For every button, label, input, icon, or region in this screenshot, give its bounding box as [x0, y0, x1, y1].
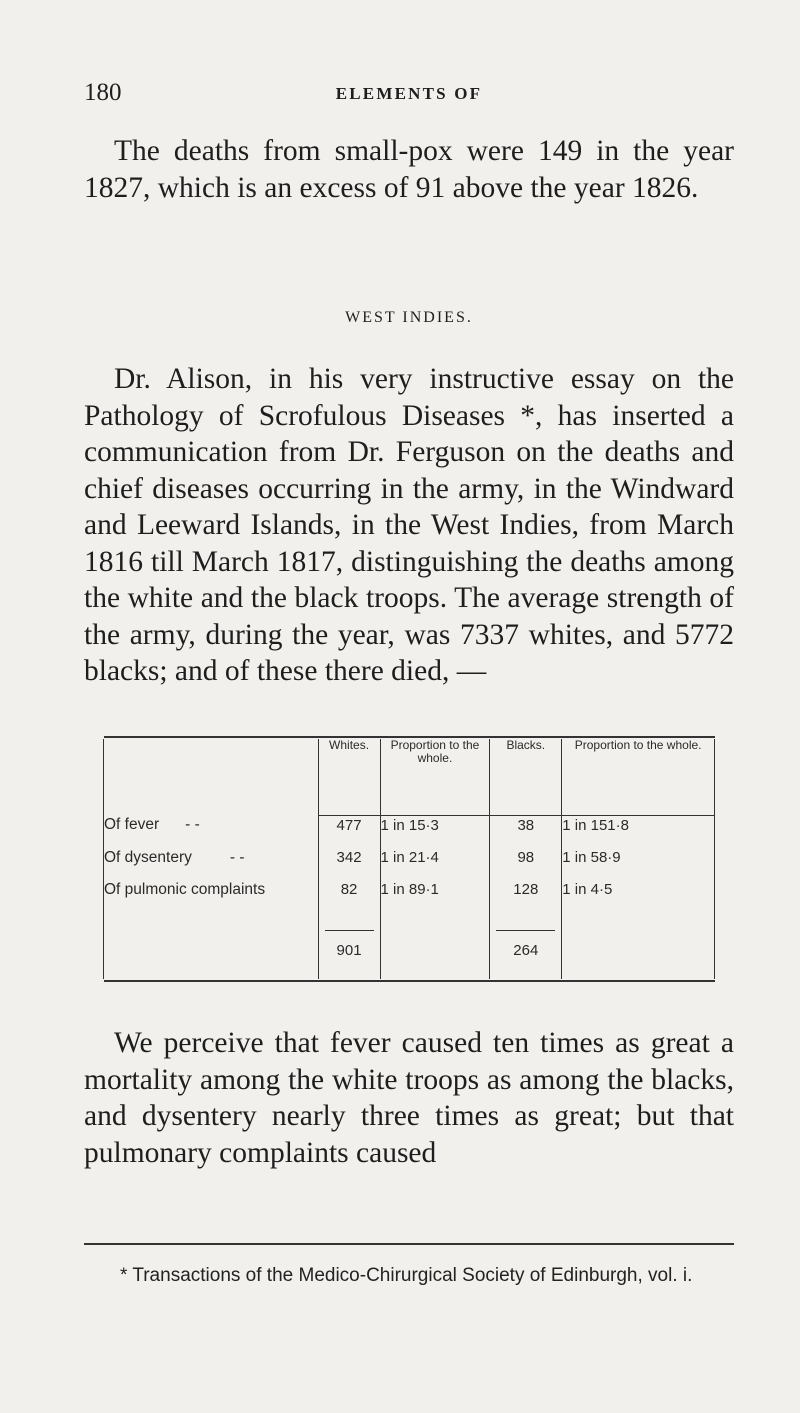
- cell-blacks: 38: [490, 815, 562, 847]
- page-header: [84, 78, 734, 114]
- total-blacks: 264: [496, 930, 555, 961]
- row-dashes: - -: [185, 816, 200, 834]
- table-header-blank: [104, 739, 319, 816]
- table-row: [104, 848, 715, 880]
- header-blacks-proportion: Proportion to the whole.: [562, 739, 715, 816]
- cell-whites: 477: [318, 815, 380, 847]
- header-whites-proportion: Proportion to the whole.: [380, 739, 490, 816]
- intro-paragraph: The deaths from small-pox were 149 in the year 1827, which is an excess of 91 above the year 1826.: [84, 135, 734, 204]
- table-row: [104, 815, 715, 847]
- running-title: ELEMENTS OF: [335, 84, 483, 103]
- page-number: 180: [84, 79, 122, 106]
- header-blacks: Blacks.: [490, 739, 562, 816]
- row-label: Of fever: [104, 816, 160, 834]
- footnote-divider: [84, 1243, 734, 1245]
- cell-whites: 82: [318, 880, 380, 912]
- section-heading: WEST INDIES.: [345, 309, 473, 326]
- closing-paragraph: We perceive that fever caused ten times as great a mortality among the white troops as among the blacks, and dysentery nearly three times as great; but that pulmonary complaints caused: [84, 1027, 734, 1169]
- cell-blacks: 98: [490, 848, 562, 880]
- cell-whites-proportion: 1 in 21·4: [380, 848, 490, 880]
- cell-whites-proportion: 1 in 89·1: [380, 880, 490, 912]
- footnote: * Transactions of the Medico-Chirurgical Society of Edinburgh, vol. i.: [120, 1265, 693, 1286]
- cell-blacks-proportion: 1 in 58·9: [562, 848, 715, 880]
- cell-blacks: 128: [490, 880, 562, 912]
- totals-row: [104, 930, 715, 979]
- body-paragraph: Dr. Alison, in his very instructive essay on the Pathology of Scrofulous Diseases *, has inserted a communication from Dr. Ferguson on the deaths and chief diseases occurring in the army, in the Windward and Leeward Islands, in the West Indies, from March 1816 till March 1817, distinguishing the deaths among the white and the black troops. The average strength of the army, during the year, was 7337 whites, and 5772 blacks; and of these there died, —: [84, 363, 734, 687]
- cell-whites: 342: [318, 848, 380, 880]
- row-label: Of pulmonic complaints: [104, 880, 266, 898]
- mortality-table: [103, 736, 715, 982]
- cell-blacks-proportion: 1 in 151·8: [562, 815, 715, 847]
- header-whites: Whites.: [318, 739, 380, 816]
- row-label: Of dysentery: [104, 848, 192, 866]
- cell-whites-proportion: 1 in 15·3: [380, 815, 490, 847]
- table-row: [104, 880, 715, 912]
- total-whites: 901: [325, 930, 374, 961]
- row-dashes: - -: [229, 848, 245, 866]
- cell-blacks-proportion: 1 in 4·5: [562, 880, 715, 912]
